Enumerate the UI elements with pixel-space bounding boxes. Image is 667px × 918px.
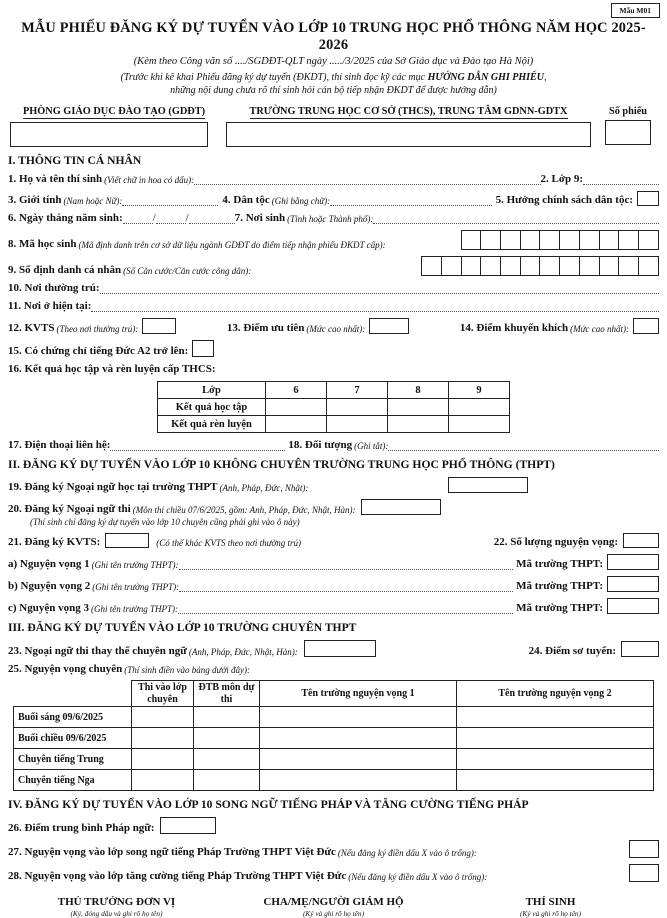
field-row-10: [8, 282, 659, 294]
cell-afternoon-score[interactable]: [194, 728, 260, 749]
cell-academic-6[interactable]: [266, 399, 327, 416]
wish-row-2: [8, 576, 659, 592]
signature-row: [8, 896, 659, 918]
student-id-digit-box[interactable]: [599, 230, 620, 250]
field-row-21: [8, 533, 659, 548]
org-right: [597, 105, 659, 145]
wish-2-hint: (Ghi tên trường THPT):: [92, 582, 180, 592]
citizen-id-digit-box[interactable]: [559, 256, 580, 276]
section-3-title: III. ĐĂNG KÝ DỰ TUYỂN VÀO LỚP 10 TRƯỜNG CHUYÊN THPT: [8, 621, 357, 634]
note-part2: ,: [543, 72, 547, 83]
field-2-line[interactable]: [583, 173, 659, 185]
field-13-label: 13. Điểm ưu tiên: [226, 322, 305, 334]
field-14-hint: (Mức cao nhất):: [570, 324, 630, 334]
field-18-hint: (Ghi tắt):: [354, 441, 389, 451]
cell-conduct-8[interactable]: [388, 416, 449, 433]
cell-academic-8[interactable]: [388, 399, 449, 416]
cell-morning-class[interactable]: [132, 707, 194, 728]
field-row-9: [8, 256, 659, 276]
table-row: [158, 399, 510, 416]
table-header-row: [158, 382, 510, 399]
field-row-11: [8, 300, 659, 312]
field-25-hint: (Thí sinh điền vào bảng dưới đây):: [124, 665, 250, 675]
field-2-label: 2. Lớp 9:: [540, 173, 583, 185]
table-row: [14, 728, 654, 749]
signature-unit-head-title: THỦ TRƯỞNG ĐƠN VỊ: [57, 896, 176, 908]
student-id-digit-box[interactable]: [618, 230, 639, 250]
field-row-25: [8, 663, 659, 675]
wish-1-code-box[interactable]: [607, 554, 659, 570]
wish-3-code-box[interactable]: [607, 598, 659, 614]
signature-candidate: [442, 896, 659, 918]
org-center: [220, 105, 597, 147]
field-row-23: [8, 640, 659, 657]
citizen-id-digit-box[interactable]: [421, 256, 442, 276]
field-row-1: [8, 173, 659, 185]
cell-chinese-school2[interactable]: [457, 749, 654, 770]
field-3-line[interactable]: [122, 194, 218, 206]
student-id-digit-box[interactable]: [520, 230, 541, 250]
field-row-27: [8, 840, 659, 858]
cell-russian-class[interactable]: [132, 770, 194, 791]
note-bold: HƯỚNG DẪN GHI PHIẾU: [427, 72, 544, 83]
wish-1-hint: (Ghi tên trường THPT):: [91, 560, 179, 570]
wish-2-code-box[interactable]: [607, 576, 659, 592]
field-17-line[interactable]: [110, 439, 285, 451]
student-id-digit-box[interactable]: [461, 230, 482, 250]
field-20-label: 20. Đăng ký Ngoại ngữ thi: [8, 503, 131, 515]
citizen-id-digit-box[interactable]: [579, 256, 600, 276]
row-label-academic: Kết quả học tập: [158, 399, 266, 416]
table-row: [158, 416, 510, 433]
field-1-hint: (Viết chữ in hoa có dấu):: [104, 175, 195, 185]
cell-chinese-class[interactable]: [132, 749, 194, 770]
row-label-afternoon: Buổi chiều 09/6/2025: [14, 728, 132, 749]
row-label-conduct: Kết quả rèn luyện: [158, 416, 266, 433]
field-1-label: 1. Họ và tên thí sinh: [8, 173, 103, 185]
dob-separator-1: /: [152, 212, 156, 224]
dob-month-line[interactable]: [156, 212, 186, 224]
table-row: [14, 707, 654, 728]
field-19-hint: (Anh, Pháp, Đức, Nhật):: [219, 483, 309, 493]
field-25-label: 25. Nguyện vọng chuyên: [8, 663, 123, 675]
student-id-digit-box[interactable]: [638, 230, 659, 250]
field-22-label: 22. Số lượng nguyện vọng:: [493, 536, 618, 548]
cell-russian-school2[interactable]: [457, 770, 654, 791]
section-2-title: II. ĐĂNG KÝ DỰ TUYỂN VÀO LỚP 10 KHÔNG CHUYÊN TRƯỜNG TRUNG HỌC PHỔ THÔNG (THPT): [8, 458, 555, 471]
field-18-label: 18. Đối tượng: [288, 439, 353, 451]
signature-guardian: [225, 896, 442, 918]
cell-academic-7[interactable]: [327, 399, 388, 416]
field-28-hint: (Nếu đăng ký điền dấu X vào ô trống):: [348, 872, 488, 882]
field-11-line[interactable]: [91, 300, 659, 312]
signature-guardian-title: CHA/MẸ/NGƯỜI GIÁM HỘ: [263, 896, 404, 908]
field-15-label: 15. Có chứng chỉ tiếng Đức A2 trở lên:: [8, 345, 189, 357]
field-12-label: 12. KVTS: [8, 322, 55, 334]
field-row-12: [8, 318, 659, 334]
cell-russian-score[interactable]: [194, 770, 260, 791]
doet-label: PHÒNG GIÁO DỤC ĐÀO TẠO (GDĐT): [22, 106, 205, 117]
field-5-checkbox[interactable]: [637, 191, 659, 206]
col-header-school-1: Tên trường nguyện vọng 1: [260, 681, 457, 707]
citizen-id-digit-box[interactable]: [599, 256, 620, 276]
col-header-7: 7: [327, 382, 388, 399]
field-row-19: [8, 477, 659, 493]
student-id-digit-box[interactable]: [559, 230, 580, 250]
field-9-label: 9. Số định danh cá nhân: [8, 264, 122, 276]
col-header-school-2: Tên trường nguyện vọng 2: [457, 681, 654, 707]
field-11-label: 11. Nơi ở hiện tại:: [8, 300, 92, 312]
org-left: [8, 105, 220, 147]
school-label: TRƯỜNG TRUNG HỌC CƠ SỞ (THCS), TRUNG TÂM GDNN-GDTX: [249, 106, 568, 117]
field-20-box[interactable]: [361, 499, 441, 515]
section-4-title: IV. ĐĂNG KÝ DỰ TUYỂN VÀO LỚP 10 SONG NGỮ TIẾNG PHÁP VÀ TĂNG CƯỜNG TIẾNG PHÁP: [8, 798, 529, 811]
student-id-cells: [462, 230, 659, 250]
page-title: MẪU PHIẾU ĐĂNG KÝ DỰ TUYỂN VÀO LỚP 10 TRUNG HỌC PHỔ THÔNG NĂM HỌC 2025-2026: [21, 20, 646, 53]
field-4-label: 4. Dân tộc: [222, 194, 270, 206]
field-19-box[interactable]: [448, 477, 528, 493]
school-input-box[interactable]: [226, 122, 591, 147]
org-header-row: [8, 105, 659, 147]
wish-2-line[interactable]: [179, 580, 513, 592]
field-8-hint: (Mã định danh trên cơ sở dữ liệu ngành GDĐT do điểm tiếp nhận phiếu ĐKDT cấp):: [78, 240, 386, 250]
field-10-label: 10. Nơi thường trú:: [8, 282, 100, 294]
section-1-title: I. THÔNG TIN CÁ NHÂN: [8, 154, 142, 167]
cell-chinese-score[interactable]: [194, 749, 260, 770]
field-23-label: 23. Ngoại ngữ thi thay thế chuyên ngữ: [8, 645, 187, 657]
field-7-line[interactable]: [373, 212, 659, 224]
signature-unit-head: [8, 896, 225, 918]
field-6-label: 6. Ngày tháng năm sinh:: [8, 212, 123, 224]
field-4-hint: (Ghi bằng chữ):: [271, 196, 331, 206]
cell-morning-school1[interactable]: [260, 707, 457, 728]
field-21-box[interactable]: [105, 533, 149, 548]
field-3-label: 3. Giới tính: [8, 194, 62, 206]
wish-2-label: b) Nguyện vọng 2: [8, 580, 91, 592]
field-27-hint: (Nếu đăng ký điền dấu X vào ô trống):: [337, 848, 477, 858]
cell-russian-school1[interactable]: [260, 770, 457, 791]
field-9-hint: (Số Căn cước/Căn cước công dân):: [123, 266, 252, 276]
field-27-label: 27. Nguyện vọng vào lớp song ngữ tiếng Pháp Trường THPT Việt Đức: [8, 846, 336, 858]
wish-3-label: c) Nguyện vọng 3: [8, 602, 89, 614]
cell-morning-school2[interactable]: [457, 707, 654, 728]
student-id-digit-box[interactable]: [480, 230, 501, 250]
col-header-9: 9: [449, 382, 510, 399]
field-5-label: 5. Hưởng chính sách dân tộc:: [495, 194, 633, 206]
citizen-id-digit-box[interactable]: [618, 256, 639, 276]
note-part1: (Trước khi kê khai Phiếu đăng ký dự tuyển (ĐKDT), thí sinh đọc kỹ các mục: [120, 72, 428, 83]
field-row-15: [8, 340, 659, 357]
field-14-box[interactable]: [633, 318, 659, 334]
field-8-label: 8. Mã học sinh: [8, 238, 77, 250]
cell-afternoon-school2[interactable]: [457, 728, 654, 749]
field-13-hint: (Mức cao nhất):: [306, 324, 366, 334]
field-row-8: [8, 230, 659, 250]
wish-row-1: [8, 554, 659, 570]
field-21-hint: (Có thể khác KVTS theo nơi thường trú): [156, 538, 302, 548]
table-row: [14, 770, 654, 791]
table-row: [14, 749, 654, 770]
col-header-exam-class: Thi vào lớp chuyên: [132, 681, 194, 707]
field-21-label: 21. Đăng ký KVTS:: [8, 536, 101, 548]
field-row-28: [8, 864, 659, 882]
citizen-id-digit-box[interactable]: [539, 256, 560, 276]
field-row-3: [8, 191, 659, 206]
cell-academic-9[interactable]: [449, 399, 510, 416]
dob-year-line[interactable]: [189, 212, 235, 224]
dob-day-line[interactable]: [123, 212, 153, 224]
wish-1-line[interactable]: [179, 558, 514, 570]
field-4-line[interactable]: [330, 194, 491, 206]
field-row-20: [8, 499, 659, 515]
field-7-label: 7. Nơi sinh: [234, 212, 286, 224]
field-15-checkbox[interactable]: [192, 340, 214, 357]
wish-row-3: [8, 598, 659, 614]
field-20-hint: (Môn thi chiều 07/6/2025, gồm: Anh, Pháp, Đức, Nhật, Hàn):: [132, 505, 356, 515]
col-header-6: 6: [266, 382, 327, 399]
instruction-note: [8, 71, 659, 97]
field-19-label: 19. Đăng ký Ngoại ngữ học tại trường THPT: [8, 481, 218, 493]
academic-results-table: [157, 381, 510, 433]
row-label-russian: Chuyên tiếng Nga: [14, 770, 132, 791]
table-header-row: [14, 681, 654, 707]
cell-conduct-6[interactable]: [266, 416, 327, 433]
field-10-line[interactable]: [100, 282, 659, 294]
student-id-digit-box[interactable]: [500, 230, 521, 250]
citizen-id-cells: [423, 256, 659, 276]
signature-candidate-title: THÍ SINH: [525, 896, 576, 908]
field-24-label: 24. Điểm sơ tuyển:: [528, 645, 616, 657]
col-header-grade: Lớp: [158, 382, 266, 399]
field-17-label: 17. Điện thoại liên hệ:: [8, 439, 111, 451]
field-12-box[interactable]: [142, 318, 176, 334]
field-row-16: [8, 363, 659, 375]
sheet-number-box[interactable]: [605, 120, 651, 145]
col-header-8: 8: [388, 382, 449, 399]
wish-3-code-label: Mã trường THPT:: [516, 602, 603, 614]
specialized-wishes-table: [13, 680, 654, 791]
wish-1-label: a) Nguyện vọng 1: [8, 558, 90, 570]
cell-chinese-school1[interactable]: [260, 749, 457, 770]
cell-conduct-7[interactable]: [327, 416, 388, 433]
col-header-avg-score: ĐTB môn dự thi: [194, 681, 260, 707]
field-row-17: [8, 439, 659, 451]
field-28-checkbox[interactable]: [629, 864, 659, 882]
signature-unit-head-sub: (Ký, đóng dấu và ghi rõ họ tên): [70, 909, 163, 918]
field-7-hint: (Tỉnh hoặc Thành phố):: [287, 214, 374, 224]
row-label-morning: Buổi sáng 09/6/2025: [14, 707, 132, 728]
cell-afternoon-school1[interactable]: [260, 728, 457, 749]
form-code-badge: Mẫu M01: [611, 3, 660, 18]
field-12-hint: (Theo nơi thường trú):: [56, 324, 139, 334]
field-20-note: (Thí sinh chỉ đăng ký dự tuyển vào lớp 10 chuyên cũng phải ghi vào ô này): [30, 517, 300, 527]
field-23-box[interactable]: [304, 640, 376, 657]
student-id-digit-box[interactable]: [539, 230, 560, 250]
citizen-id-digit-box[interactable]: [480, 256, 501, 276]
field-23-hint: (Anh, Pháp, Đức, Nhật, Hàn):: [188, 647, 298, 657]
cell-afternoon-class[interactable]: [132, 728, 194, 749]
signature-guardian-sub: (Ký và ghi rõ họ tên): [303, 909, 364, 918]
row-label-chinese: Chuyên tiếng Trung: [14, 749, 132, 770]
field-13-box[interactable]: [369, 318, 409, 334]
citizen-id-digit-box[interactable]: [461, 256, 482, 276]
doet-input-box[interactable]: [10, 122, 208, 147]
field-24-box[interactable]: [621, 641, 659, 657]
student-id-digit-box[interactable]: [579, 230, 600, 250]
field-16-label: 16. Kết quả học tập và rèn luyện cấp THCS:: [8, 363, 216, 375]
dob-separator-2: /: [185, 212, 189, 224]
wish-3-hint: (Ghi tên trường THPT):: [90, 604, 178, 614]
cell-morning-score[interactable]: [194, 707, 260, 728]
page-subtitle: (Kèm theo Công văn số ..../SGDĐT-QLT ngày ...../3/2025 của Sở Giáo dục và Đào tạo Hà Nội): [133, 56, 534, 67]
note-line2: những nội dung chưa rõ thí sinh hỏi cán bộ tiếp nhận ĐKDT để được hướng dẫn): [170, 85, 497, 96]
wish-3-line[interactable]: [178, 602, 513, 614]
field-22-box[interactable]: [623, 533, 659, 548]
field-row-26: [8, 817, 659, 834]
field-28-label: 28. Nguyện vọng vào lớp tăng cường tiếng Pháp Trường THPT Việt Đức: [8, 870, 347, 882]
corner-cell: [14, 681, 132, 707]
field-1-line[interactable]: [194, 173, 540, 185]
field-3-hint: (Nam hoặc Nữ):: [63, 196, 123, 206]
citizen-id-digit-box[interactable]: [500, 256, 521, 276]
citizen-id-digit-box[interactable]: [638, 256, 659, 276]
field-27-checkbox[interactable]: [629, 840, 659, 858]
field-26-box[interactable]: [160, 817, 216, 834]
field-row-6: [8, 212, 659, 224]
field-14-label: 14. Điểm khuyến khích: [459, 322, 569, 334]
wish-1-code-label: Mã trường THPT:: [516, 558, 603, 570]
sheet-number-label: Số phiếu: [608, 106, 648, 117]
wish-2-code-label: Mã trường THPT:: [516, 580, 603, 592]
signature-candidate-sub: (Ký và ghi rõ họ tên): [520, 909, 581, 918]
cell-conduct-9[interactable]: [449, 416, 510, 433]
citizen-id-digit-box[interactable]: [441, 256, 462, 276]
citizen-id-digit-box[interactable]: [520, 256, 541, 276]
field-26-label: 26. Điểm trung bình Pháp ngữ:: [8, 822, 155, 834]
field-18-line[interactable]: [388, 439, 659, 451]
